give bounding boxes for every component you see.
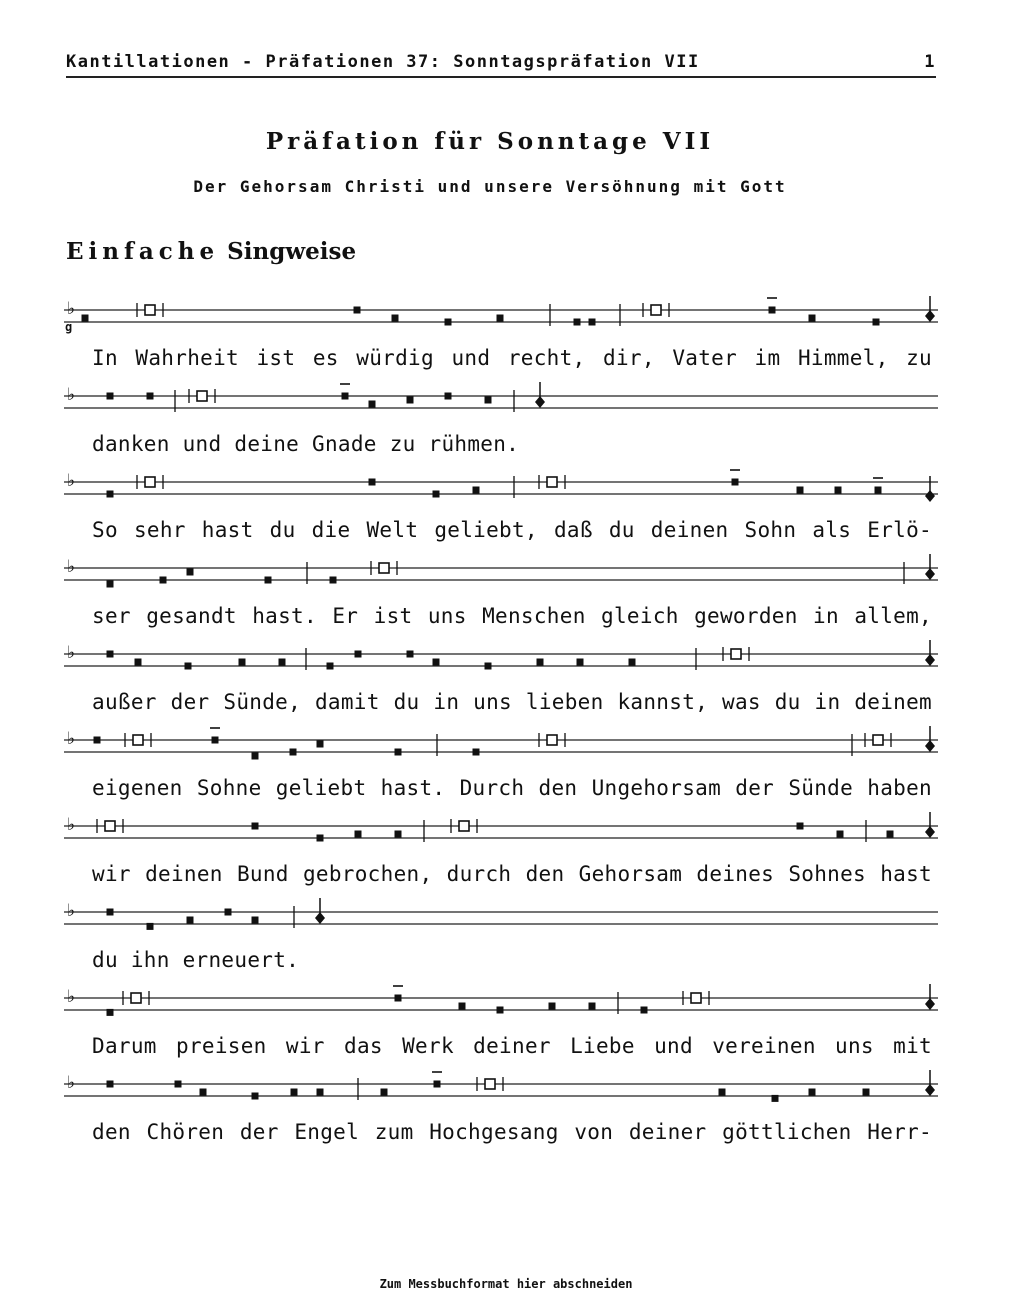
cut-line-note: Zum Messbuchformat hier abschneiden bbox=[379, 1277, 633, 1291]
flat-clef: ♭ bbox=[67, 385, 76, 405]
reciting-tone-box bbox=[379, 563, 389, 573]
note-neume bbox=[147, 393, 154, 400]
final-note bbox=[925, 310, 935, 322]
chant-staff bbox=[64, 806, 938, 866]
note-neume bbox=[330, 577, 337, 584]
note-neume bbox=[445, 393, 452, 400]
note-neume bbox=[433, 491, 440, 498]
note-neume bbox=[317, 741, 324, 748]
staff-svg bbox=[64, 548, 938, 608]
lyric-line: außer der Sünde, damit du in uns lieben kannst, was du in deinem bbox=[92, 690, 932, 714]
lyric-line: eigenen Sohne geliebt hast. Durch den Ungehorsam der Sünde haben bbox=[92, 776, 932, 800]
note-neume bbox=[863, 1089, 870, 1096]
lyric-line: wir deinen Bund gebrochen, durch den Gehorsam deines Sohnes hast bbox=[92, 862, 932, 886]
staff-svg bbox=[64, 634, 938, 694]
note-neume bbox=[873, 319, 880, 326]
note-neume bbox=[772, 1095, 779, 1102]
note-neume bbox=[473, 749, 480, 756]
note-neume bbox=[549, 1003, 556, 1010]
note-neume bbox=[265, 577, 272, 584]
final-note bbox=[925, 740, 935, 752]
note-neume bbox=[327, 663, 334, 670]
reciting-tone-box bbox=[731, 649, 741, 659]
note-neume bbox=[629, 659, 636, 666]
lyric-line: du ihn erneuert. bbox=[92, 948, 300, 972]
note-neume bbox=[497, 1007, 504, 1014]
note-neume bbox=[94, 737, 101, 744]
reciting-tone-box bbox=[547, 735, 557, 745]
note-neume bbox=[252, 823, 259, 830]
note-neume bbox=[485, 397, 492, 404]
note-neume bbox=[107, 1009, 114, 1016]
note-neume bbox=[342, 393, 349, 400]
note-neume bbox=[797, 823, 804, 830]
note-neume bbox=[135, 659, 142, 666]
running-header bbox=[66, 50, 936, 78]
lyric-line: So sehr hast du die Welt geliebt, daß du deinen Sohn als Erlö- bbox=[92, 518, 932, 542]
note-neume bbox=[445, 319, 452, 326]
reciting-tone-box bbox=[873, 735, 883, 745]
chant-staff bbox=[64, 1064, 938, 1124]
reciting-tone-box bbox=[691, 993, 701, 1003]
page-subtitle: Der Gehorsam Christi und unsere Versöhnung mit Gott bbox=[193, 177, 787, 196]
final-note bbox=[925, 490, 935, 502]
reciting-tone-box bbox=[485, 1079, 495, 1089]
note-neume bbox=[407, 651, 414, 658]
note-neume bbox=[589, 319, 596, 326]
final-note bbox=[925, 654, 935, 666]
reciting-tone-box bbox=[105, 821, 115, 831]
note-neume bbox=[485, 663, 492, 670]
note-neume bbox=[147, 923, 154, 930]
note-neume bbox=[369, 479, 376, 486]
note-neume bbox=[107, 1081, 114, 1088]
note-neume bbox=[355, 831, 362, 838]
note-neume bbox=[82, 315, 89, 322]
note-neume bbox=[835, 487, 842, 494]
note-neume bbox=[252, 1093, 259, 1100]
note-neume bbox=[537, 659, 544, 666]
note-neume bbox=[381, 1089, 388, 1096]
note-neume bbox=[392, 315, 399, 322]
lyric-line: danken und deine Gnade zu rühmen. bbox=[92, 432, 520, 456]
note-neume bbox=[641, 1007, 648, 1014]
note-neume bbox=[354, 307, 361, 314]
final-note bbox=[925, 998, 935, 1010]
reciting-tone-box bbox=[145, 305, 155, 315]
lyric-line: ser gesandt hast. Er ist uns Menschen gleich geworden in allem, bbox=[92, 604, 932, 628]
staff-svg bbox=[64, 1064, 938, 1124]
note-neume bbox=[107, 651, 114, 658]
staff-svg bbox=[64, 290, 938, 350]
note-neume bbox=[769, 307, 776, 314]
final-note bbox=[925, 1084, 935, 1096]
header-title: Kantillationen - Präfationen 37: Sonntagspräfation VII bbox=[66, 52, 700, 72]
chant-staff bbox=[64, 892, 938, 952]
note-neume bbox=[395, 749, 402, 756]
chant-staff bbox=[64, 978, 938, 1038]
flat-clef: ♭ bbox=[67, 471, 76, 491]
page-number: 1 bbox=[924, 52, 936, 72]
reciting-tone-box bbox=[547, 477, 557, 487]
note-neume bbox=[187, 569, 194, 576]
note-neume bbox=[317, 835, 324, 842]
note-neume bbox=[407, 397, 414, 404]
flat-clef: ♭ bbox=[67, 729, 76, 749]
chant-staff bbox=[64, 376, 938, 436]
reciting-tone-box bbox=[459, 821, 469, 831]
flat-clef: ♭ bbox=[67, 643, 76, 663]
note-neume bbox=[317, 1089, 324, 1096]
staff-svg bbox=[64, 892, 938, 952]
chant-staff bbox=[64, 634, 938, 694]
staff-svg bbox=[64, 462, 938, 522]
chant-staff bbox=[64, 548, 938, 608]
note-neume bbox=[355, 651, 362, 658]
note-neume bbox=[887, 831, 894, 838]
note-neume bbox=[107, 909, 114, 916]
flat-clef: ♭ bbox=[67, 299, 76, 319]
lyric-line: In Wahrheit ist es würdig und recht, dir, Vater im Himmel, zu bbox=[92, 346, 932, 370]
note-neume bbox=[732, 479, 739, 486]
note-neume bbox=[797, 487, 804, 494]
note-neume bbox=[290, 749, 297, 756]
section-heading bbox=[66, 238, 356, 265]
note-neume bbox=[395, 831, 402, 838]
chant-staff bbox=[64, 462, 938, 522]
note-neume bbox=[574, 319, 581, 326]
note-neume bbox=[809, 315, 816, 322]
reciting-tone-box bbox=[131, 993, 141, 1003]
lyric-line: den Chören der Engel zum Hochgesang von deiner göttlichen Herr- bbox=[92, 1120, 932, 1144]
note-neume bbox=[589, 1003, 596, 1010]
note-neume bbox=[107, 581, 114, 588]
note-neume bbox=[497, 315, 504, 322]
staff-svg bbox=[64, 376, 938, 436]
flat-clef: ♭ bbox=[67, 987, 76, 1007]
note-neume bbox=[875, 487, 882, 494]
flat-clef: ♭ bbox=[67, 901, 76, 921]
note-neume bbox=[187, 917, 194, 924]
reciting-tone-box bbox=[133, 735, 143, 745]
final-note bbox=[925, 826, 935, 838]
note-neume bbox=[252, 753, 259, 760]
staff-svg bbox=[64, 720, 938, 780]
note-neume bbox=[459, 1003, 466, 1010]
note-neume bbox=[185, 663, 192, 670]
note-neume bbox=[200, 1089, 207, 1096]
note-neume bbox=[433, 659, 440, 666]
note-neume bbox=[175, 1081, 182, 1088]
note-neume bbox=[225, 909, 232, 916]
page-title: Präfation für Sonntage VII bbox=[265, 128, 715, 155]
note-neume bbox=[160, 577, 167, 584]
staff-svg bbox=[64, 806, 938, 866]
section-heading-spaced: Einfache bbox=[66, 238, 220, 265]
note-neume bbox=[434, 1081, 441, 1088]
note-neume bbox=[577, 659, 584, 666]
note-neume bbox=[837, 831, 844, 838]
final-note bbox=[925, 568, 935, 580]
clef-letter: g bbox=[65, 320, 73, 334]
final-note bbox=[315, 912, 325, 924]
note-neume bbox=[252, 917, 259, 924]
lyric-line: Darum preisen wir das Werk deiner Liebe und vereinen uns mit bbox=[92, 1034, 932, 1058]
note-neume bbox=[719, 1089, 726, 1096]
note-neume bbox=[239, 659, 246, 666]
reciting-tone-box bbox=[197, 391, 207, 401]
note-neume bbox=[395, 995, 402, 1002]
staff-svg bbox=[64, 978, 938, 1038]
note-neume bbox=[369, 401, 376, 408]
flat-clef: ♭ bbox=[67, 1073, 76, 1093]
chant-staff bbox=[64, 290, 938, 350]
reciting-tone-box bbox=[145, 477, 155, 487]
flat-clef: ♭ bbox=[67, 557, 76, 577]
note-neume bbox=[291, 1089, 298, 1096]
final-note bbox=[535, 396, 545, 408]
note-neume bbox=[212, 737, 219, 744]
note-neume bbox=[473, 487, 480, 494]
reciting-tone-box bbox=[651, 305, 661, 315]
note-neume bbox=[107, 393, 114, 400]
chant-staff bbox=[64, 720, 938, 780]
section-heading-rest: Singweise bbox=[227, 238, 357, 265]
note-neume bbox=[107, 491, 114, 498]
note-neume bbox=[279, 659, 286, 666]
note-neume bbox=[809, 1089, 816, 1096]
flat-clef: ♭ bbox=[67, 815, 76, 835]
